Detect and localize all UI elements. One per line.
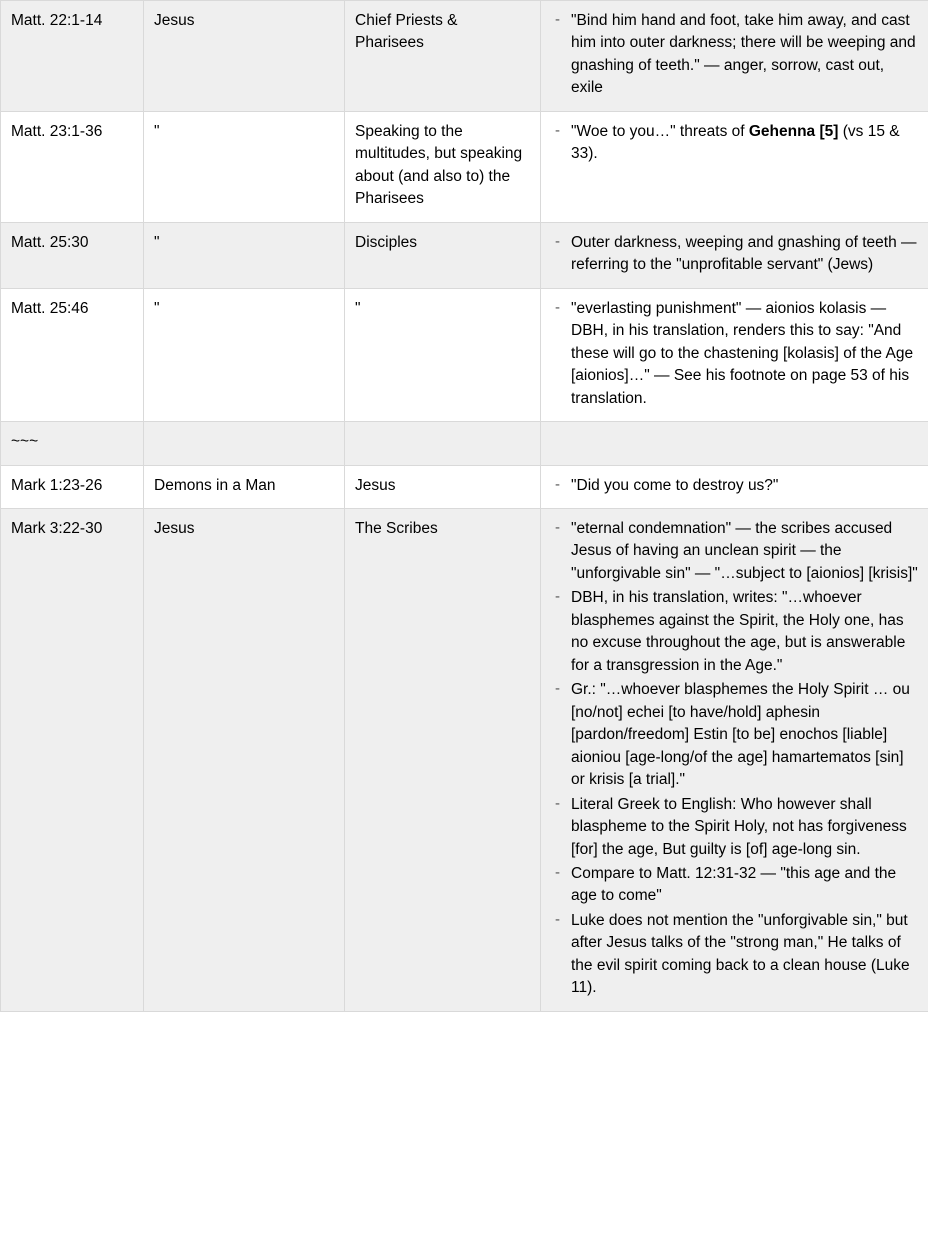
cell-reference: Mark 3:22-30 — [1, 508, 144, 1011]
cell-speaker: " — [144, 111, 345, 222]
table-row-separator — [1, 422, 928, 465]
cell-notes — [541, 508, 928, 1011]
cell-reference: Mark 1:23-26 — [1, 465, 144, 508]
note-list — [551, 10, 918, 100]
note-item: - "Woe to you…" threats of Gehenna [5] (vs 15 & 33). — [551, 121, 918, 166]
table-row — [1, 508, 928, 1011]
cell-separator-marker: ~~~ — [1, 422, 144, 465]
note-item: - Luke does not mention the "unforgivable sin," but after Jesus talks of the "strong man," He talks of the evil spirit coming back to a clean house (Luke 11). — [551, 910, 918, 1000]
note-item: - Outer darkness, weeping and gnashing of teeth — referring to the "unprofitable servant" (Jews) — [551, 232, 918, 277]
table-row — [1, 1, 928, 112]
cell-audience: Chief Priests & Pharisees — [345, 1, 541, 112]
note-list — [551, 475, 918, 497]
note-list — [551, 232, 918, 277]
cell-audience: The Scribes — [345, 508, 541, 1011]
cell-speaker: " — [144, 288, 345, 421]
cell-notes — [541, 111, 928, 222]
table-row — [1, 288, 928, 421]
note-item: - Literal Greek to English: Who however shall blaspheme to the Spirit Holy, not has forgiveness [for] the age, But guilty is [of] age-long sin. — [551, 794, 918, 861]
table-row — [1, 465, 928, 508]
cell-speaker: Jesus — [144, 1, 345, 112]
cell-speaker: Jesus — [144, 508, 345, 1011]
note-list — [551, 518, 918, 1000]
cell-reference: Matt. 22:1-14 — [1, 1, 144, 112]
cell-audience: Speaking to the multitudes, but speaking about (and also to) the Pharisees — [345, 111, 541, 222]
cell-notes — [541, 288, 928, 421]
note-list — [551, 298, 918, 410]
cell-notes — [541, 465, 928, 508]
cell-speaker — [144, 422, 345, 465]
note-item: - "Bind him hand and foot, take him away, and cast him into outer darkness; there will be weeping and gnashing of teeth." — anger, sorrow, cast out, exile — [551, 10, 918, 100]
note-item: - DBH, in his translation, writes: "…whoever blasphemes against the Spirit, the Holy one, has no excuse throughout the age, but is answerable for a transgression in the Age." — [551, 587, 918, 677]
note-list — [551, 121, 918, 166]
cell-audience: " — [345, 288, 541, 421]
cell-notes — [541, 422, 928, 465]
note-item: - "eternal condemnation" — the scribes accused Jesus of having an unclean spirit — the "unforgivable sin" — "…subject to [aionios] [krisis]" — [551, 518, 918, 585]
cell-speaker: " — [144, 222, 345, 288]
cell-reference: Matt. 25:46 — [1, 288, 144, 421]
cell-audience: Jesus — [345, 465, 541, 508]
note-item: - "everlasting punishment" — aionios kolasis — DBH, in his translation, renders this to say: "And these will go to the chastening [kolasis] of the Age [aionios]…" — See his footnote on page 53 of his translation. — [551, 298, 918, 410]
table-body — [1, 1, 928, 1012]
cell-reference: Matt. 23:1-36 — [1, 111, 144, 222]
cell-audience — [345, 422, 541, 465]
cell-notes — [541, 1, 928, 112]
cell-reference: Matt. 25:30 — [1, 222, 144, 288]
cell-audience: Disciples — [345, 222, 541, 288]
note-item: - "Did you come to destroy us?" — [551, 475, 918, 497]
table-row — [1, 111, 928, 222]
note-item: - Gr.: "…whoever blasphemes the Holy Spirit … ou [no/not] echei [to have/hold] aphesin [pardon/freedom] Estin [to be] enochos [liable] aioniou [age-long/of the age] hamartematos [sin] or krisis [a trial]." — [551, 679, 918, 791]
cell-speaker: Demons in a Man — [144, 465, 345, 508]
cell-notes — [541, 222, 928, 288]
table-row — [1, 222, 928, 288]
note-item: - Compare to Matt. 12:31-32 — "this age and the age to come" — [551, 863, 918, 908]
